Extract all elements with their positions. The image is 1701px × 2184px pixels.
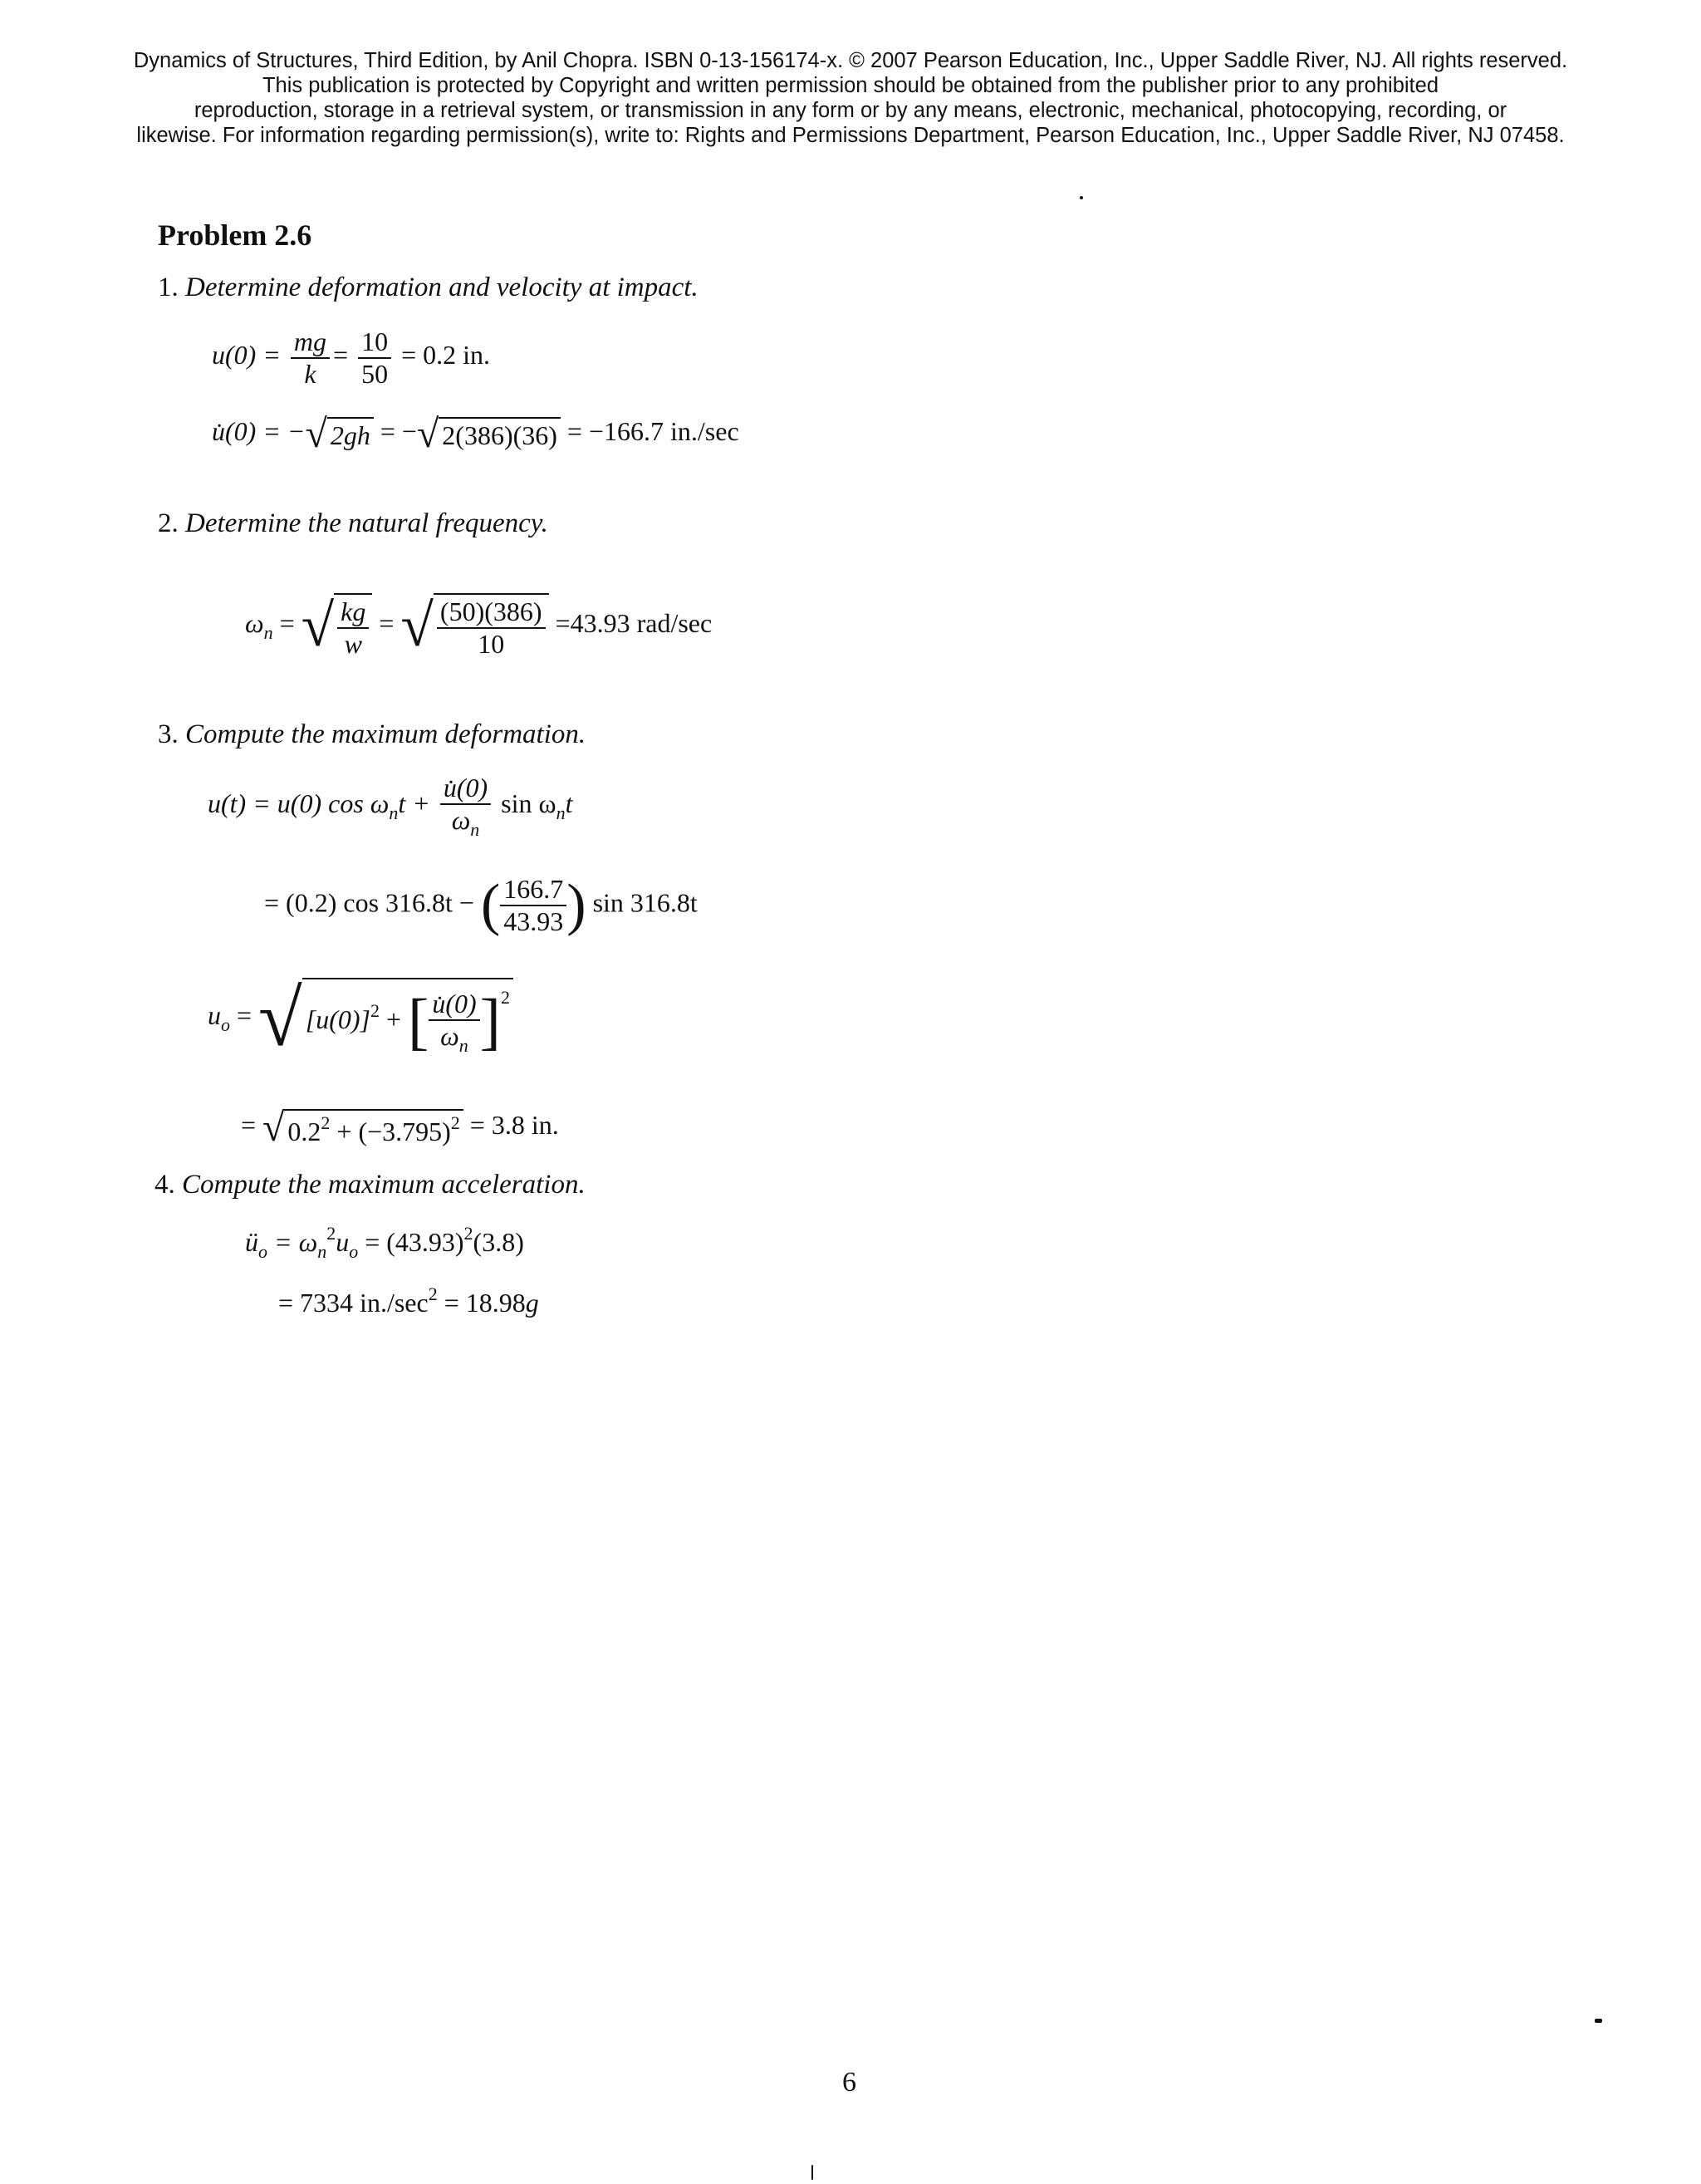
sqrt-50-386-over-10: √ $\frac{(50)(386)}{10}$: [400, 591, 548, 660]
copyright-line-1: Dynamics of Structures, Third Edition, by Anil Chopra. ISBN 0-13-156174-x. © 2007 Pearson Education, Inc., Upper Saddle River, NJ. All rights reserved.: [133, 49, 1568, 72]
step-2-text: Determine the natural frequency.: [185, 508, 548, 538]
equation-initial-velocity: u̇(0) = −√ 2gh = −√ 2(386)(36) = −166.7 in./sec: [212, 412, 739, 456]
copyright-line-4: likewise. For information regarding permission(s), write to: Rights and Permissions Department, Pearson Education, Inc., Upper Saddle River, NJ 07458.: [136, 124, 1565, 147]
step-3-heading: [158, 719, 586, 750]
fraction-mg-over-k: $\frac{mg}{k}$: [291, 326, 330, 390]
sqrt-kg-over-w: √ $\frac{kg}{w}$: [301, 591, 373, 660]
equation-natural-frequency: $\omega_n$ = √ $\frac{kg}{w}$ = √ $\frac{(50)(386)}{10}$ =43.93 rad/sec: [245, 592, 713, 659]
eq-u0-lhs: u(0) =: [212, 340, 281, 371]
sqrt-2gh: √ 2gh: [306, 411, 374, 457]
sqrt-amplitude: √ $[u(0)]^2$ + [ $\frac{u̇(0)}{\omega_n}$ ]$^2$: [258, 972, 513, 1064]
equation-displacement-numeric: = (0.2) cos 316.8t − ( $\frac{166.7}{43.93}$ ) sin 316.8t: [264, 873, 698, 937]
fraction-10-over-50: $\frac{10}{50}$: [358, 326, 391, 390]
eq-v0-result: = −166.7 in./sec: [560, 415, 739, 446]
step-3-text: Compute the maximum deformation.: [185, 719, 586, 749]
eq-wn-result: =43.93 rad/sec: [555, 607, 713, 638]
sqrt-2-386-36: √ 2(386)(36): [417, 411, 561, 457]
fraction-166-over-43: $\frac{166.7}{43.93}$: [500, 874, 566, 937]
equation-amplitude-formula: $u_o$ = √ $[u(0)]^2$ + [ $\frac{u̇(0)}{\omega_n}$ ]$^2$: [208, 972, 513, 1064]
equation-max-acceleration: $ü_o = \omega_n^2u_o = (43.93)^2(3.8)$: [245, 1223, 524, 1262]
problem-title: Problem 2.6: [158, 218, 312, 252]
equation-acceleration-result: = 7334 $in./\sec^2 = 18.98g$: [278, 1283, 539, 1318]
equation-displacement-response: u(t) = u(0) $\cos \omega_nt$ + $\frac{u̇(0)}{\omega_n}$ $\sin \omega_nt$: [208, 773, 573, 840]
equation-amplitude-numeric: = √ $0.2^2 + (-3.795)^2 = 3.8$ in.: [241, 1106, 559, 1150]
eq-u0-result: = 0.2 in.: [401, 340, 490, 371]
step-1-heading: [158, 272, 699, 303]
copyright-line-3: reproduction, storage in a retrieval system, or transmission in any form or by any means, electronic, mechanical, photocopying, recording, or: [194, 99, 1507, 122]
step-4-text: Compute the maximum acceleration.: [182, 1170, 586, 1200]
fraction-v0-over-wn: $\frac{u̇(0)}{\omega_n}$: [440, 773, 491, 840]
page-number: 6: [842, 2067, 856, 2098]
eq-uo-result: = 3.8 in.: [463, 1109, 559, 1140]
scan-speck: [1080, 196, 1083, 199]
scan-speck: [1595, 2019, 1602, 2023]
step-3-number: 3.: [158, 719, 179, 749]
equation-initial-displacement: u(0) = $\frac{mg}{k}$ = $\frac{10}{50}$ = 0.2 in.: [212, 326, 490, 389]
copyright-line-2: This publication is protected by Copyright and written permission should be obtained from the publisher prior to any prohibited: [262, 74, 1439, 97]
step-2-number: 2.: [158, 508, 179, 538]
scan-speck: [811, 2165, 813, 2180]
step-2-heading: [158, 508, 548, 539]
step-1-number: 1.: [158, 272, 179, 302]
step-1-text: Determine deformation and velocity at impact.: [185, 272, 699, 302]
step-4-heading: [154, 1170, 586, 1200]
step-4-number: 4.: [154, 1170, 175, 1200]
